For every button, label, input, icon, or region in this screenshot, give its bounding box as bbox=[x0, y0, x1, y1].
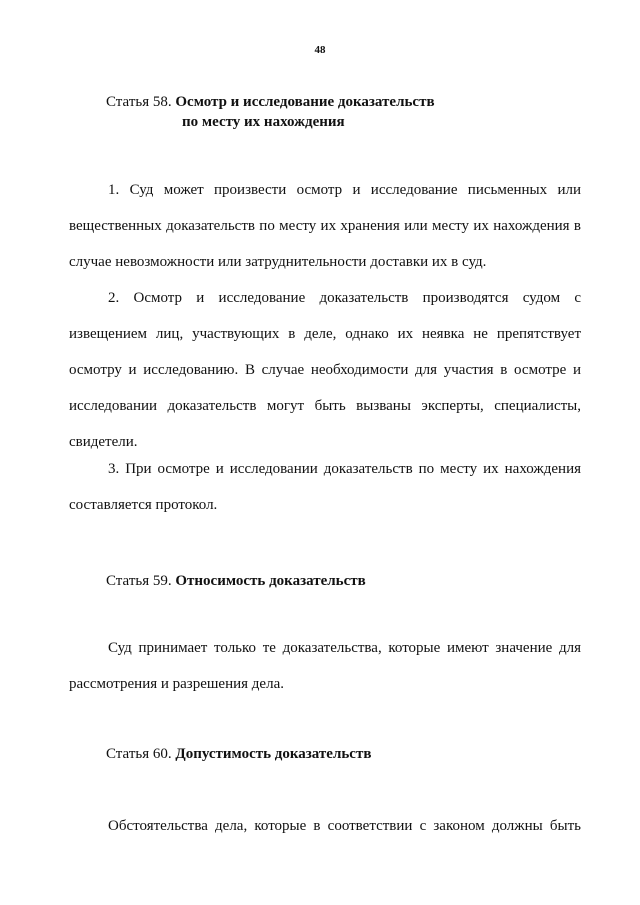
article-58-number: Статья 58. bbox=[106, 94, 172, 110]
article-58-title-line2: по месту их нахождения bbox=[182, 114, 345, 130]
article-58-heading bbox=[106, 91, 435, 113]
page-number: 48 bbox=[314, 44, 326, 56]
article-60-heading bbox=[106, 743, 371, 765]
article-59-number: Статья 59. bbox=[106, 573, 172, 589]
article-58-title-line1: Осмотр и исследование доказательств bbox=[175, 94, 435, 110]
article-60-title: Допустимость доказательств bbox=[175, 746, 372, 762]
article-58-paragraph-2: 2. Осмотр и исследование доказательств производятся судом с извещением лиц, участвующих в деле, однако их неявка не препятствует осмотру и исследованию. В случае необходимости для участия в осмотре и исследовании доказательств могут быть вызваны эксперты, специалисты, свидетели. bbox=[69, 290, 581, 450]
article-60-number: Статья 60. bbox=[106, 746, 172, 762]
article-60-paragraph: Обстоятельства дела, которые в соответствии с законом должны быть bbox=[108, 818, 581, 834]
article-59-title: Относимость доказательств bbox=[175, 573, 366, 589]
article-59-paragraph: Суд принимает только те доказательства, которые имеют значение для рассмотрения и разрешения дела. bbox=[69, 640, 581, 692]
article-58-paragraph-1: 1. Суд может произвести осмотр и исследование письменных или вещественных доказательств по месту их хранения или месту их нахождения в случае невозможности или затруднительности доставки их в суд. bbox=[69, 182, 581, 270]
article-59-heading bbox=[106, 570, 366, 592]
article-58-paragraph-3: 3. При осмотре и исследовании доказательств по месту их нахождения составляется протокол. bbox=[69, 461, 581, 513]
